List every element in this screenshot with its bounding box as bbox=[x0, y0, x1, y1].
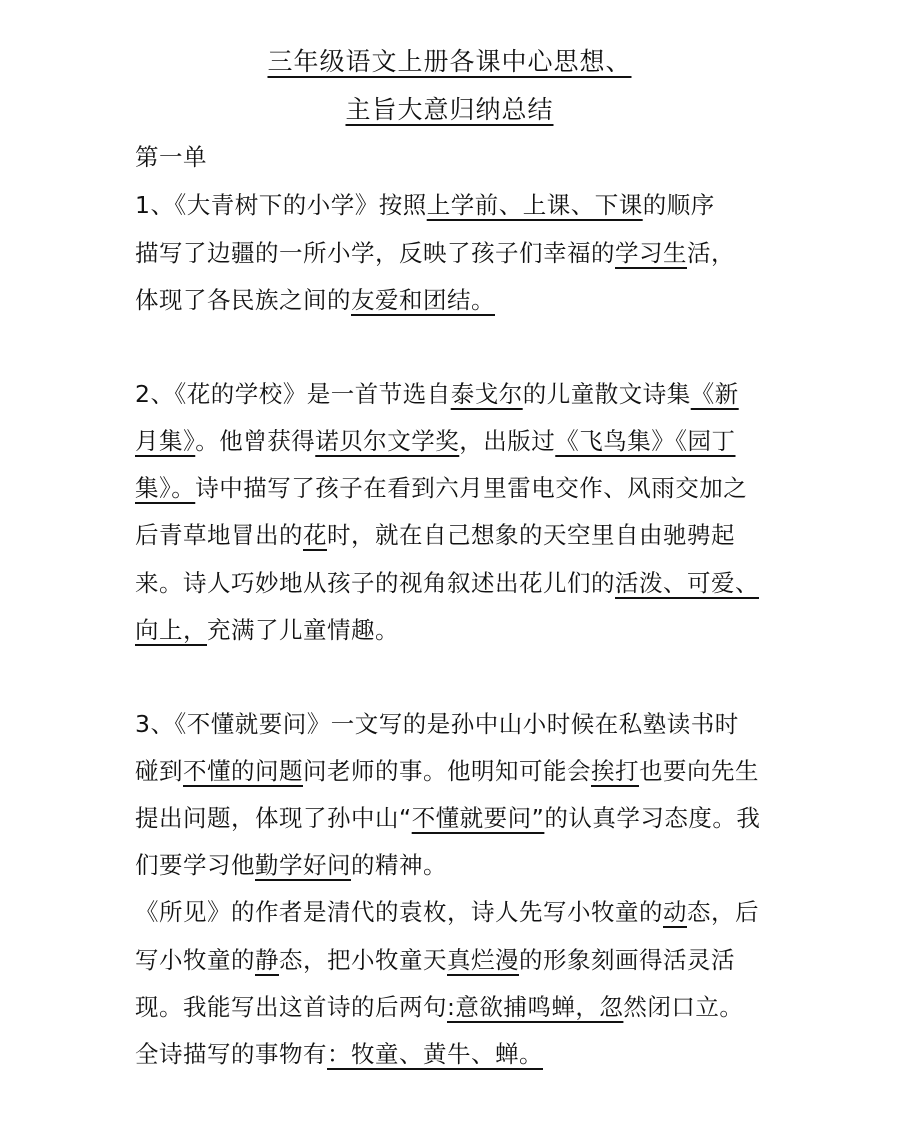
text-segment: 《花的学校》 bbox=[174, 380, 307, 408]
page-title-line-2: 主旨大意归纳总结 bbox=[345, 95, 554, 124]
text-line bbox=[135, 186, 775, 220]
text-line bbox=[135, 846, 775, 880]
text-segment: 诗中描写了孩子在看到六月里雷电交作、风雨交加之 bbox=[195, 474, 748, 502]
text-segment: 来。诗人巧妙地从孩子的视角叙述出花儿们的 bbox=[135, 569, 615, 597]
text-line bbox=[135, 422, 775, 456]
text-line bbox=[135, 988, 775, 1022]
text-segment: 的儿童散文诗集 bbox=[522, 380, 691, 408]
underlined-text: 学习生 bbox=[615, 239, 687, 267]
underlined-text: 泰戈尔 bbox=[450, 380, 523, 408]
text-line bbox=[135, 234, 775, 268]
text-segment: 的形象刻画得活灵活 bbox=[519, 946, 735, 974]
text-segment: 的作者是清代的袁枚，诗人先写小牧童的 bbox=[231, 898, 663, 926]
text-line bbox=[135, 564, 775, 598]
underlined-text: 花 bbox=[303, 521, 327, 549]
underlined-text: 集》。 bbox=[135, 474, 196, 502]
text-segment: 的认真学习态度。我 bbox=[544, 804, 761, 832]
text-segment: 问老师的事。他明知可能会 bbox=[303, 757, 591, 785]
text-line bbox=[135, 469, 775, 503]
underlined-text: 向上， bbox=[135, 616, 207, 644]
underlined-text: :意欲捕鸣蝉，忽 bbox=[447, 993, 624, 1021]
text-segment: ，出版过 bbox=[459, 427, 556, 455]
text-line bbox=[135, 281, 775, 315]
text-segment: 也要向先生 bbox=[639, 757, 759, 785]
text-segment: 写小牧童的 bbox=[135, 946, 255, 974]
text-segment: 的精神。 bbox=[351, 851, 447, 879]
text-segment: 描写了边疆的一所小学，反映了孩子们幸福的 bbox=[135, 239, 615, 267]
text-segment: 态，后 bbox=[687, 898, 759, 926]
page-title-line-1: 三年级语文上册各课中心思想、 bbox=[267, 47, 632, 76]
text-line bbox=[135, 516, 775, 550]
text-segment: 然闭口立。 bbox=[623, 993, 744, 1021]
underlined-text: 友爱和团结。 bbox=[351, 286, 495, 314]
text-segment: 一文写的是孙中山小时候在私塾读书时 bbox=[330, 710, 739, 738]
unit-heading: 第一单 bbox=[135, 143, 207, 171]
text-segment: 态，把小牧童天 bbox=[279, 946, 447, 974]
text-segment: 们要学习他 bbox=[135, 851, 255, 879]
text-segment: 1、《大青树下的小学》按照 bbox=[135, 191, 427, 219]
text-line bbox=[135, 893, 775, 927]
underlined-text: 诺贝尔文学奖 bbox=[315, 427, 460, 455]
text-segment: 碰到 bbox=[135, 757, 183, 785]
underlined-text: 不懂的问题 bbox=[183, 757, 303, 785]
text-segment: 《不懂就要问》 bbox=[174, 710, 331, 738]
text-line bbox=[135, 705, 775, 739]
underlined-text: ：牧童、黄牛、蝉。 bbox=[327, 1040, 543, 1068]
underlined-text: 挨打 bbox=[591, 757, 639, 785]
underlined-text: 月集》 bbox=[135, 427, 196, 455]
text-segment: 现。我能写出这首诗的后两句 bbox=[135, 993, 447, 1021]
text-line bbox=[135, 375, 775, 409]
underlined-text: 静 bbox=[255, 946, 279, 974]
underlined-text: 上学前、上课、下课 bbox=[426, 191, 643, 219]
text-line bbox=[135, 799, 775, 833]
text-segment: 2、 bbox=[135, 380, 175, 408]
underlined-text: 不懂就要问” bbox=[411, 804, 545, 832]
text-line bbox=[135, 752, 775, 786]
underlined-text: 《新 bbox=[690, 380, 739, 408]
text-segment: 充满了儿童情趣。 bbox=[207, 616, 399, 644]
text-segment: 活， bbox=[687, 239, 735, 267]
text-segment: 。他曾获得 bbox=[195, 427, 316, 455]
text-segment: 后青草地冒出的 bbox=[135, 521, 303, 549]
underlined-text: 动 bbox=[663, 898, 687, 926]
text-line bbox=[135, 1035, 775, 1069]
underlined-text: 真烂漫 bbox=[447, 946, 519, 974]
underlined-text: 活泼、可爱、 bbox=[615, 569, 759, 597]
text-line bbox=[135, 941, 775, 975]
text-segment: 《所见》 bbox=[135, 898, 231, 926]
text-segment: 全诗描写的事物有 bbox=[135, 1040, 327, 1068]
underlined-text: 《飞鸟集》《园丁 bbox=[555, 427, 736, 455]
text-segment: 3、 bbox=[135, 710, 175, 738]
text-segment: 提出问题，体现了孙中山“ bbox=[135, 804, 412, 832]
text-segment: 时，就在自己想象的天空里自由驰骋起 bbox=[327, 521, 735, 549]
underlined-text: 勤学好问 bbox=[255, 851, 351, 879]
text-segment: 体现了各民族之间的 bbox=[135, 286, 351, 314]
text-segment: 是一首节选自 bbox=[306, 380, 451, 408]
text-segment: 的顺序 bbox=[642, 191, 715, 219]
text-line bbox=[135, 611, 775, 645]
